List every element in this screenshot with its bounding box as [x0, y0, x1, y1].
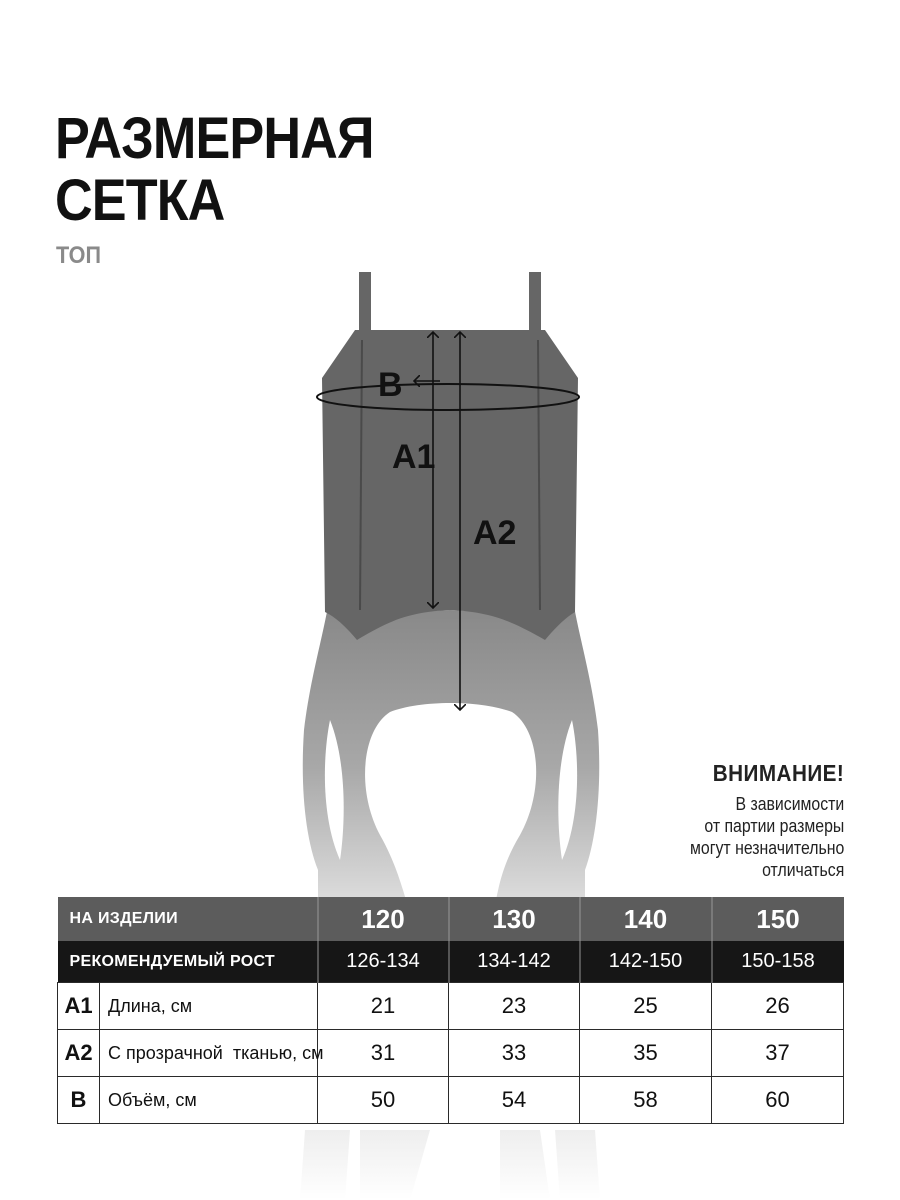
notice-line: могут незначительно — [689, 838, 844, 858]
value-cell: 58 — [580, 1077, 712, 1124]
table-row — [58, 983, 844, 1030]
body-silhouette — [303, 606, 599, 900]
value-cell: 31 — [318, 1030, 449, 1077]
value-cell: 37 — [712, 1030, 844, 1077]
strap-right — [529, 272, 541, 336]
height-cell: 126-134 — [318, 941, 449, 983]
value-cell: 50 — [318, 1077, 449, 1124]
height-label: РЕКОМЕНДУЕМЫЙ РОСТ — [58, 941, 318, 983]
label-a1: A1 — [392, 438, 436, 476]
row-parameter: Длина, см — [100, 983, 318, 1030]
height-cell: 150-158 — [712, 941, 844, 983]
row-code: B — [58, 1077, 100, 1124]
value-cell: 60 — [712, 1077, 844, 1124]
row-parameter: Объём, см — [100, 1077, 318, 1124]
value-cell: 23 — [449, 983, 580, 1030]
table-row — [58, 1030, 844, 1077]
legs-silhouette — [300, 1130, 600, 1200]
value-cell: 26 — [712, 983, 844, 1030]
row-parameter: С прозрачной тканью, см — [100, 1030, 318, 1077]
height-cell: 142-150 — [580, 941, 712, 983]
table-row — [58, 1077, 844, 1124]
notice-line: В зависимости — [735, 794, 844, 814]
size-header-cell: 130 — [449, 897, 580, 941]
value-cell: 33 — [449, 1030, 580, 1077]
label-b: B — [378, 366, 403, 404]
value-cell: 25 — [580, 983, 712, 1030]
label-a2: A2 — [473, 514, 517, 552]
title-line-2: СЕТКА — [55, 168, 225, 233]
size-header-cell: 150 — [712, 897, 844, 941]
height-cell: 134-142 — [449, 941, 580, 983]
notice-line: от партии размеры — [704, 816, 844, 836]
row-code: A2 — [58, 1030, 100, 1077]
size-table — [57, 897, 844, 1124]
table-header-row — [58, 897, 844, 941]
value-cell: 21 — [318, 983, 449, 1030]
header-label: НА ИЗДЕЛИИ — [58, 897, 318, 941]
notice-block — [669, 760, 844, 881]
recommended-height-row — [58, 941, 844, 983]
notice-title: ВНИМАНИЕ! — [712, 760, 844, 786]
row-code: A1 — [58, 983, 100, 1030]
product-type-subtitle: ТОП — [56, 242, 101, 269]
notice-line: отличаться — [761, 860, 844, 880]
value-cell: 54 — [449, 1077, 580, 1124]
title-line-1: РАЗМЕРНАЯ — [55, 106, 374, 171]
size-header-cell: 120 — [318, 897, 449, 941]
value-cell: 35 — [580, 1030, 712, 1077]
strap-left — [359, 272, 371, 336]
size-header-cell: 140 — [580, 897, 712, 941]
